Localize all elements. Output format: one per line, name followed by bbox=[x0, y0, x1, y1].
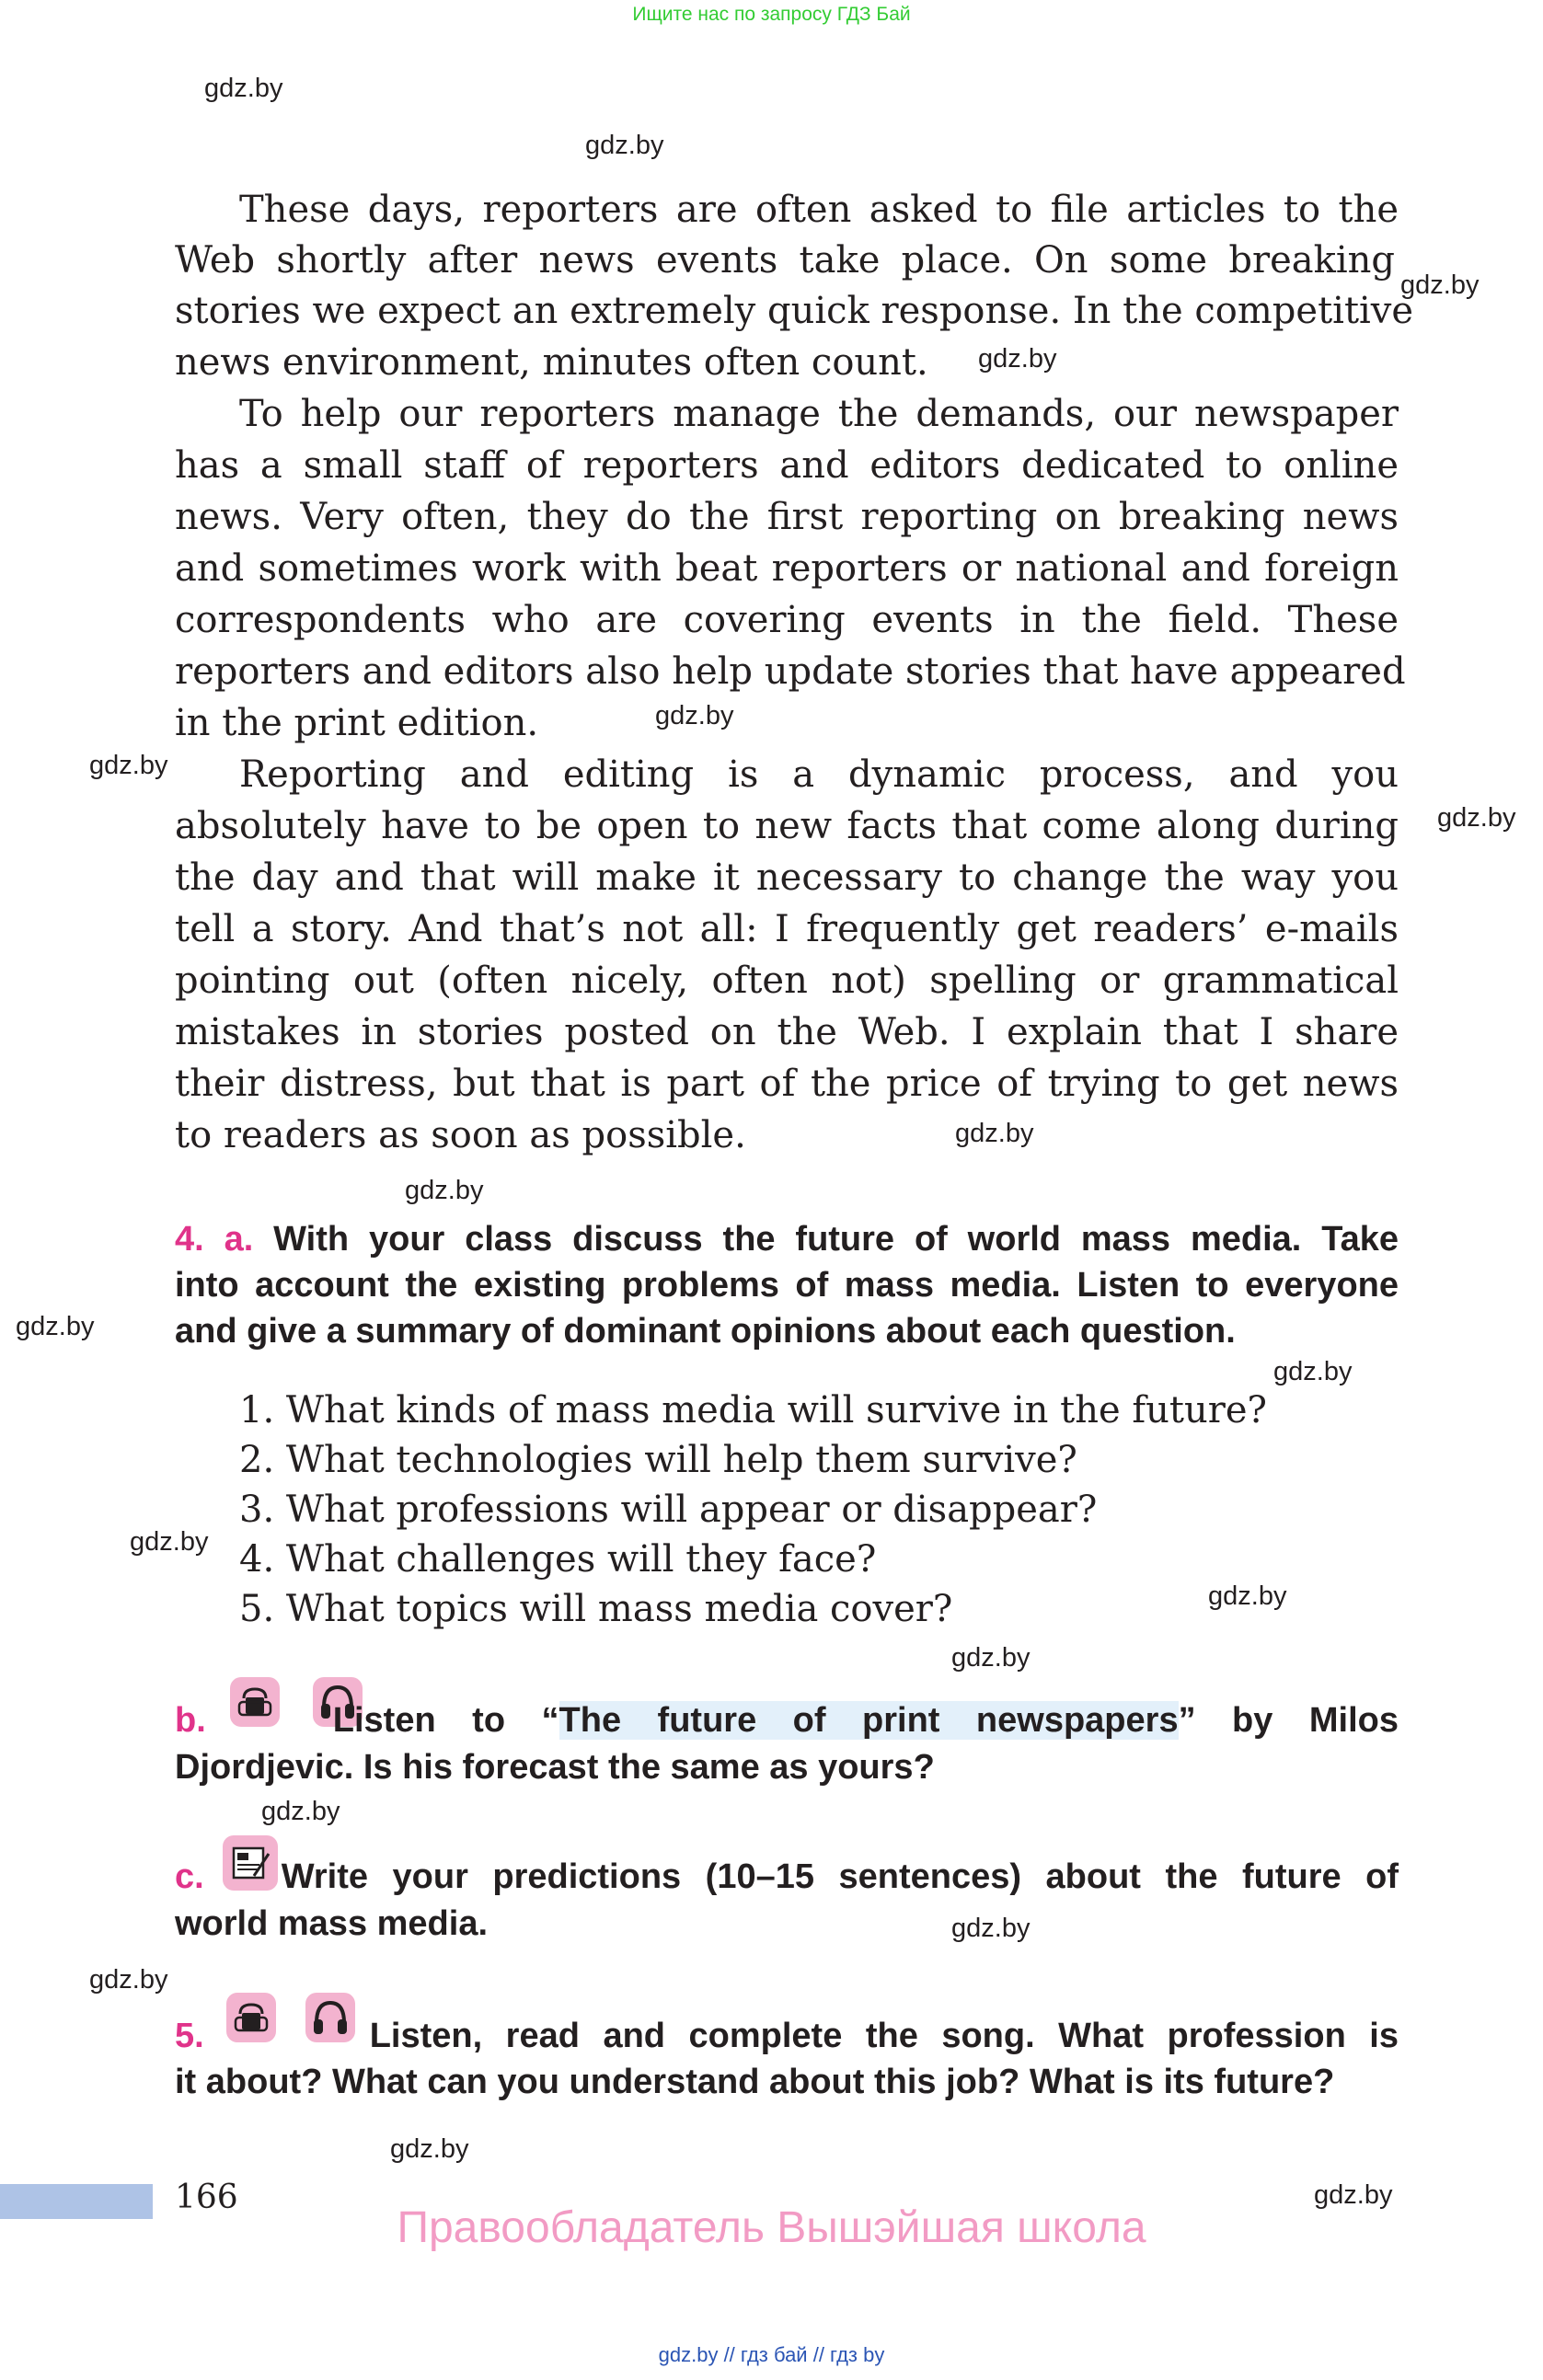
text-line: mistakes in stories posted on the Web. I explain that I share bbox=[175, 1011, 1399, 1053]
copyright-owner: Правообладатель Вышэйшая школа bbox=[397, 2203, 1146, 2252]
task-5-line bbox=[175, 2013, 1399, 2059]
task-number: 5. bbox=[175, 2017, 204, 2055]
watermark: gdz.by bbox=[1437, 803, 1516, 833]
footer-links: gdz.by // гдз бай // гдз by bbox=[658, 2343, 885, 2366]
task-4b-line bbox=[175, 1697, 1399, 1743]
task-letter: c. bbox=[175, 1857, 204, 1896]
text-line: and sometimes work with beat reporters or national and foreign bbox=[175, 547, 1399, 590]
watermark: gdz.by bbox=[405, 1176, 484, 1205]
task-4b-line: Djordjevic. Is his forecast the same as yours? bbox=[175, 1748, 935, 1787]
text-line: news environment, minutes often count. bbox=[175, 341, 928, 384]
task-text: Listen, read and complete the song. What profession is bbox=[369, 2017, 1399, 2055]
text-line: in the print edition. bbox=[175, 702, 539, 744]
watermark: gdz.by bbox=[655, 701, 734, 730]
text-line: pointing out (often nicely, often not) spelling or grammatical bbox=[175, 960, 1399, 1002]
page-number: 166 bbox=[175, 2179, 238, 2216]
task-5-line: it about? What can you understand about this job? What is its future? bbox=[175, 2063, 1335, 2101]
article-link[interactable]: The future of print newspapers bbox=[558, 1701, 1179, 1740]
text-line: has a small staff of reporters and editors dedicated to online bbox=[175, 444, 1399, 487]
watermark: gdz.by bbox=[89, 751, 168, 780]
question-item: 5. What topics will mass media cover? bbox=[239, 1588, 953, 1630]
text-line: These days, reporters are often asked to file articles to the bbox=[239, 189, 1399, 231]
watermark: gdz.by bbox=[1208, 1581, 1287, 1611]
question-item: 2. What technologies will help them survive? bbox=[239, 1439, 1077, 1481]
text-line: reporters and editors also help update stories that have appeared bbox=[175, 650, 1406, 693]
top-banner: Ищите нас по запросу ГДЗ Бай bbox=[632, 4, 911, 25]
task-4a-line: and give a summary of dominant opinions about each question. bbox=[175, 1312, 1236, 1351]
task-text: ” by Milos bbox=[1178, 1701, 1399, 1740]
watermark: gdz.by bbox=[951, 1914, 1031, 1943]
text-line: To help our reporters manage the demands, our newspaper bbox=[239, 393, 1399, 435]
task-4c-line bbox=[175, 1854, 1399, 1900]
text-line: their distress, but that is part of the price of trying to get news bbox=[175, 1063, 1399, 1105]
watermark: gdz.by bbox=[261, 1797, 340, 1826]
task-text: Write your predictions (10–15 sentences) about the future of bbox=[281, 1857, 1399, 1896]
watermark: gdz.by bbox=[130, 1527, 209, 1557]
watermark: gdz.by bbox=[585, 131, 664, 160]
text-line: correspondents who are covering events in the field. These bbox=[175, 599, 1399, 641]
task-text: With your class discuss the future of world mass media. Take bbox=[273, 1220, 1399, 1259]
text-line: absolutely have to be open to new facts that come along during bbox=[175, 805, 1399, 847]
watermark: gdz.by bbox=[204, 74, 283, 103]
question-item: 3. What professions will appear or disappear? bbox=[239, 1489, 1098, 1531]
task-number: 4. a. bbox=[175, 1220, 254, 1259]
watermark: gdz.by bbox=[955, 1119, 1034, 1148]
watermark: gdz.by bbox=[1400, 270, 1480, 300]
watermark: gdz.by bbox=[16, 1312, 95, 1341]
text-line: tell a story. And that’s not all: I frequently get readers’ e-mails bbox=[175, 908, 1399, 950]
task-letter: b. bbox=[175, 1701, 206, 1740]
text-line: stories we expect an extremely quick response. In the competitive bbox=[175, 290, 1414, 332]
text-line: Reporting and editing is a dynamic process, and you bbox=[239, 753, 1399, 796]
watermark: gdz.by bbox=[390, 2134, 469, 2164]
task-4c-line: world mass media. bbox=[175, 1904, 489, 1943]
watermark: gdz.by bbox=[1314, 2180, 1393, 2210]
text-line: the day and that will make it necessary to change the way you bbox=[175, 857, 1399, 899]
watermark: gdz.by bbox=[89, 1965, 168, 1995]
watermark: gdz.by bbox=[1273, 1357, 1353, 1386]
task-4a-line: into account the existing problems of mass media. Listen to everyone bbox=[175, 1266, 1399, 1305]
text-line: to readers as soon as possible. bbox=[175, 1114, 746, 1156]
text-line: Web shortly after news events take place. On some breaking bbox=[175, 239, 1395, 282]
task-4a-line bbox=[175, 1216, 1399, 1262]
watermark: gdz.by bbox=[951, 1643, 1031, 1673]
text-line: news. Very often, they do the first reporting on breaking news bbox=[175, 496, 1399, 538]
task-text: Listen to “ bbox=[332, 1701, 559, 1740]
question-item: 4. What challenges will they face? bbox=[239, 1538, 877, 1581]
watermark: gdz.by bbox=[978, 344, 1057, 374]
question-item: 1. What kinds of mass media will survive in the future? bbox=[239, 1389, 1267, 1431]
